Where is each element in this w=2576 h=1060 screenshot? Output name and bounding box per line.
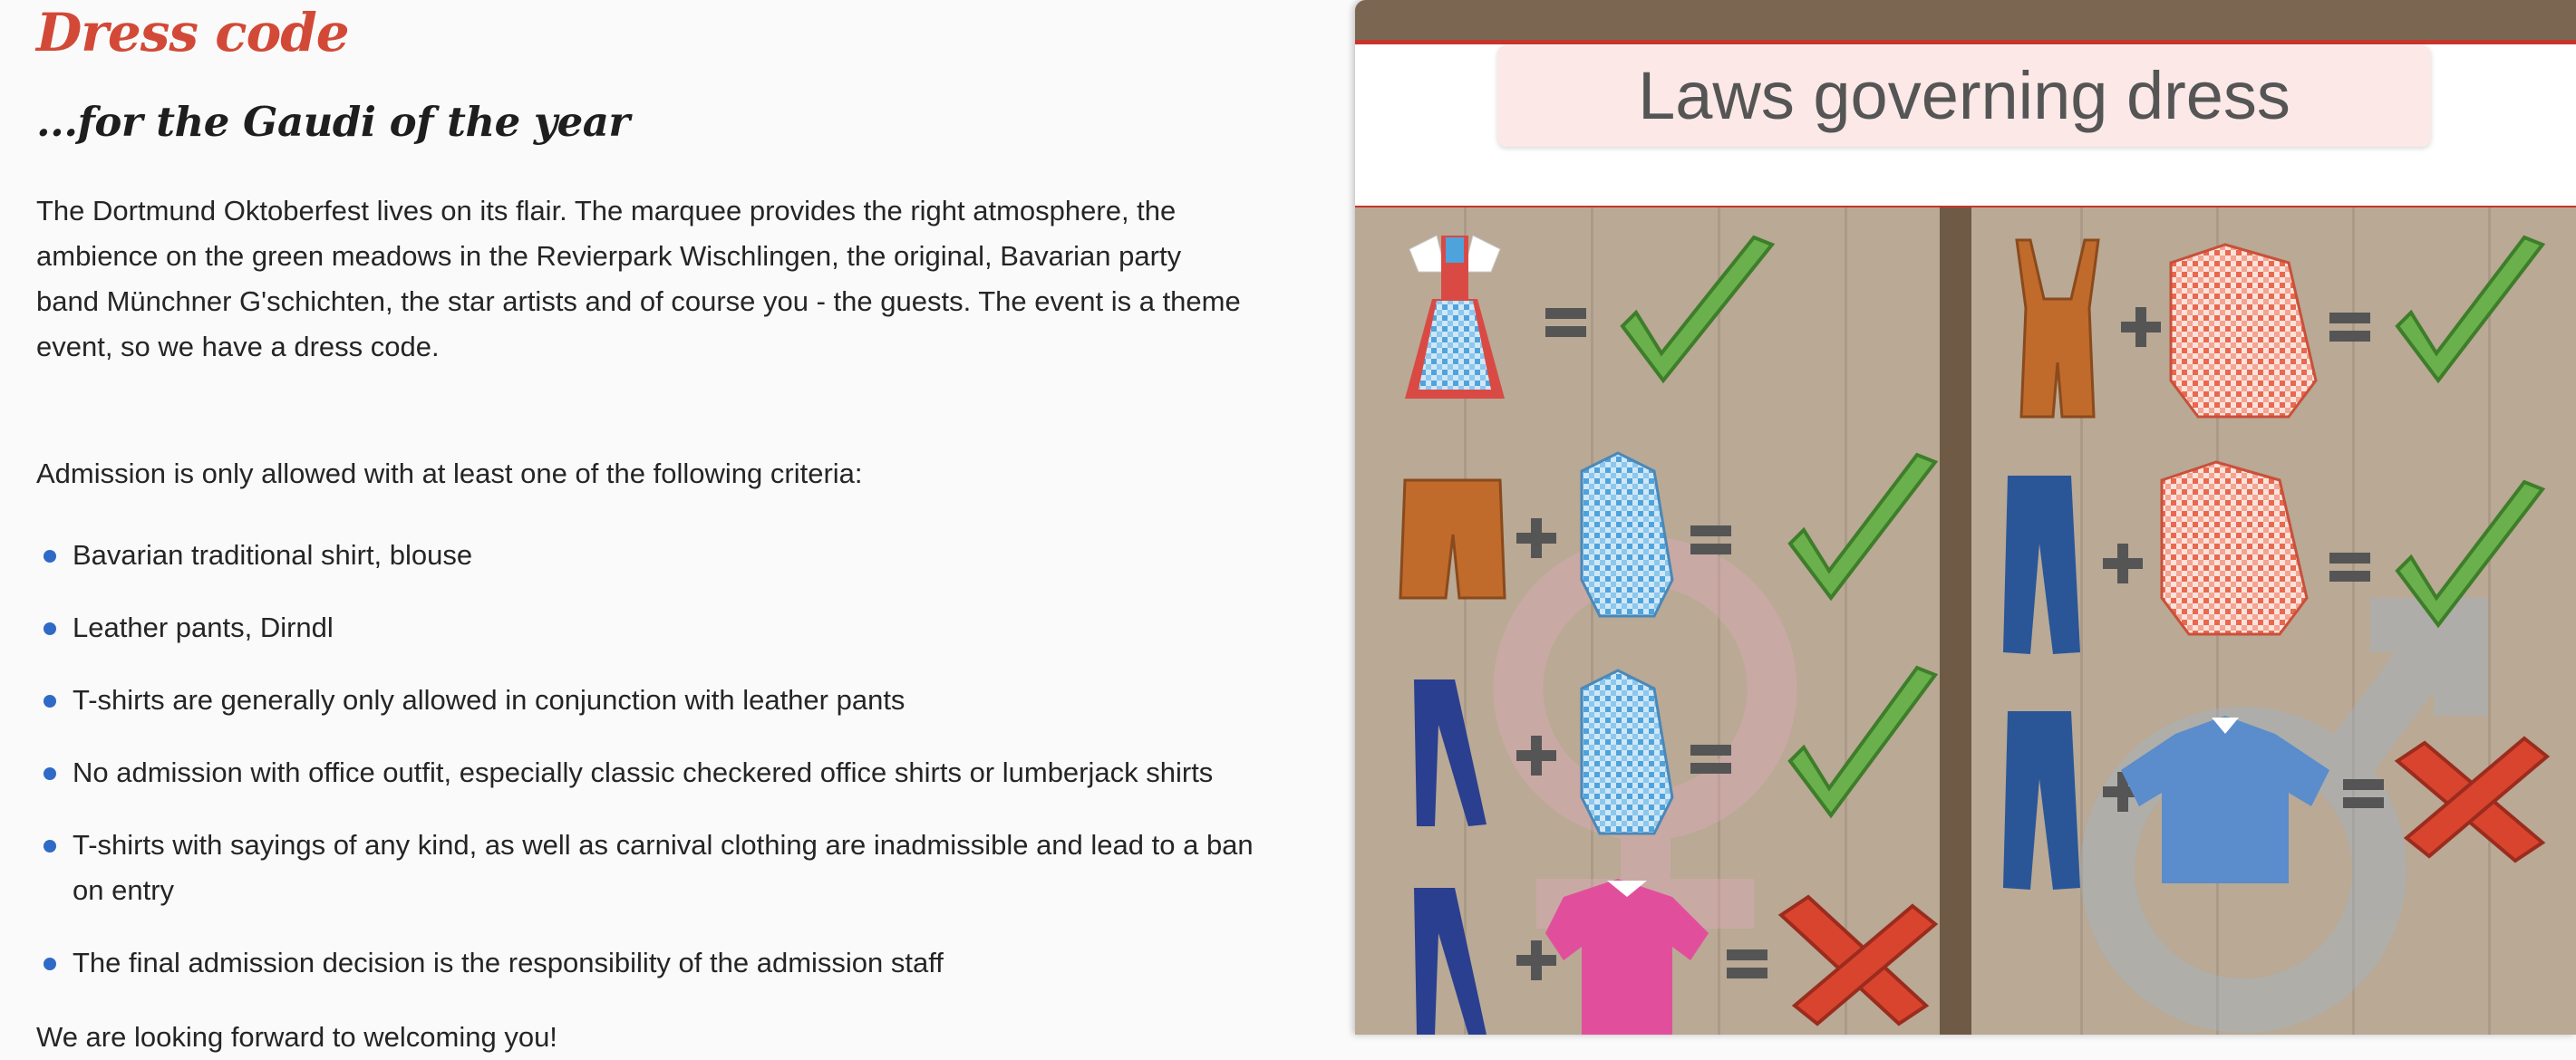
cross-icon — [1781, 897, 1935, 1024]
criteria-text: Leather pants, Dirndl — [73, 612, 334, 643]
leather-shorts-icon — [1400, 480, 1505, 598]
bullet-icon — [44, 622, 56, 635]
equals-icon — [2329, 553, 2370, 582]
criteria-text: T-shirts are generally only allowed in conjunction with leather pants — [73, 684, 905, 716]
plus-icon — [2103, 544, 2143, 583]
bullet-icon — [44, 958, 56, 970]
equals-icon — [1727, 949, 1767, 978]
plus-icon — [1516, 940, 1556, 980]
equals-icon — [2329, 313, 2370, 342]
red-checked-shirt-icon — [2162, 462, 2307, 634]
dirndl-icon — [1405, 236, 1505, 399]
list-item — [36, 678, 1287, 723]
check-icon — [1790, 455, 1935, 598]
plus-icon — [1516, 518, 1556, 558]
jeans-icon — [1414, 888, 1487, 1035]
intro-paragraph: The Dortmund Oktoberfest lives on its flair. The marquee provides the right atmosphere, the ambience on the green meadows in the Revierpark Wischlingen, the original, Bavarian party band Münchner G'schichten, the star artists and of course you - the guests. The event is a theme event, so we have a dress code. — [36, 195, 1241, 362]
plus-icon — [2121, 307, 2161, 347]
criteria-text: T-shirts with sayings of any kind, as well as carnival clothing are inadmissible and lead to a ban on entry — [73, 829, 1254, 906]
criteria-text: No admission with office outfit, especially classic checkered office shirts or lumberjack shirts — [73, 756, 1214, 788]
cross-icon — [2397, 738, 2547, 861]
bullet-icon — [44, 840, 56, 853]
equals-icon — [1545, 308, 1586, 337]
list-item — [36, 750, 1287, 795]
list-item — [36, 823, 1287, 913]
check-icon — [1622, 237, 1772, 381]
list-item — [36, 605, 1287, 650]
outfit-rows — [1355, 0, 2576, 1035]
bullet-icon — [44, 550, 56, 563]
blue-checked-shirt-icon — [1582, 453, 1672, 616]
criteria-list — [36, 533, 1287, 1013]
cut-off-text: We are looking forward to welcoming you! — [36, 1021, 557, 1053]
criteria-text: The final admission decision is the responsibility of the admission staff — [73, 947, 944, 978]
dress-code-infographic — [1355, 0, 2576, 1035]
check-icon — [2397, 237, 2542, 381]
admission-text: Admission is only allowed with at least one of the following criteria: — [36, 458, 863, 489]
jeans-icon — [1414, 679, 1487, 826]
blue-checked-shirt-icon — [1582, 670, 1672, 834]
bullet-icon — [44, 695, 56, 708]
check-icon — [1790, 668, 1935, 815]
page-subtitle: ...for the Gaudi of the year — [36, 98, 630, 146]
lederhosen-icon — [2017, 240, 2098, 417]
page-title: Dress code — [36, 2, 349, 63]
jeans-icon — [2003, 711, 2080, 890]
criteria-text: Bavarian traditional shirt, blouse — [73, 539, 473, 571]
list-item — [36, 940, 1287, 986]
bullet-icon — [44, 767, 56, 780]
list-item — [36, 533, 1287, 578]
jeans-icon — [2003, 476, 2080, 654]
equals-icon — [1690, 525, 1731, 554]
red-checked-shirt-icon — [2171, 245, 2316, 417]
infographic-title: Laws governing dress — [1497, 45, 2431, 147]
